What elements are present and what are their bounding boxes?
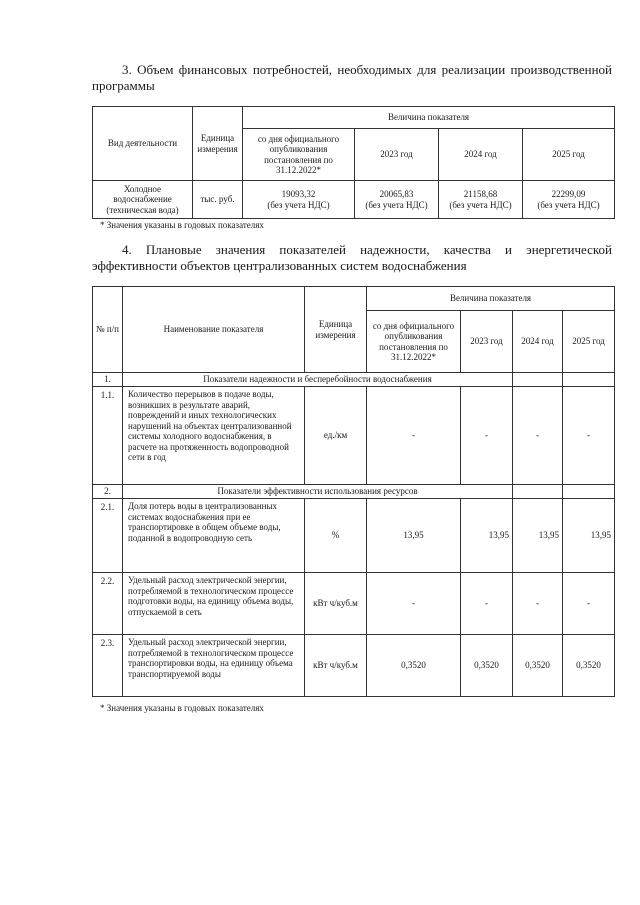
- t2-header-since: со дня официального опубликования постановления по 31.12.2022*: [367, 311, 461, 373]
- table-row: [93, 499, 615, 573]
- section4-heading-line1: 4. Плановые значения показателей надежности, качества и энергетической: [122, 242, 612, 257]
- t2-group1-empty-2: [563, 373, 615, 387]
- t2-row22-v4: -: [563, 573, 615, 635]
- section3-footnote: * Значения указаны в годовых показателях: [100, 220, 264, 230]
- section4-heading-line2: эффективности объектов централизованных систем водоснабжения: [92, 258, 467, 273]
- t1-2024-note: (без учета НДС): [449, 199, 512, 210]
- t2-row23-v3: 0,3520: [513, 635, 563, 697]
- t2-row23-name: Удельный расход электрической энергии, потребляемой в технологическом процессе транспортировки воды, на единицу объема транспортируемой воды: [123, 635, 305, 697]
- section4-heading: [92, 242, 612, 274]
- t2-row11-num: 1.1.: [93, 387, 123, 485]
- t2-row11-v3: -: [513, 387, 563, 485]
- table-row: [93, 387, 615, 485]
- t2-row23-v4: 0,3520: [563, 635, 615, 697]
- t2-row22-num: 2.2.: [93, 573, 123, 635]
- t1-since-note: (без учета НДС): [267, 199, 330, 210]
- t2-header-2023: 2023 год: [461, 311, 513, 373]
- t2-row11-v2: -: [461, 387, 513, 485]
- table-row: [93, 485, 615, 499]
- t2-header-unit: Единица измерения: [305, 287, 367, 373]
- t2-header-num: № п/п: [93, 287, 123, 373]
- t2-row23-num: 2.3.: [93, 635, 123, 697]
- t1-row-unit: тыс. руб.: [193, 181, 243, 219]
- t1-row-since: [243, 181, 355, 219]
- t2-row11-v1: -: [367, 387, 461, 485]
- section3-heading-line1: 3. Объем финансовых потребностей, необходимых для реализации производственной: [122, 62, 612, 77]
- t1-row-2024: [439, 181, 523, 219]
- t2-group2-num: 2.: [93, 485, 123, 499]
- section4-footnote: * Значения указаны в годовых показателях: [100, 703, 264, 713]
- t2-row11-unit: ед./км: [305, 387, 367, 485]
- table-row: [93, 573, 615, 635]
- t1-header-unit: Единица измерения: [193, 107, 243, 181]
- t1-header-value: Величина показателя: [243, 107, 615, 129]
- t1-2025-value: 22299,09: [551, 189, 586, 199]
- t1-header-2023: 2023 год: [355, 129, 439, 181]
- t1-header-since: со дня официального опубликования постановления по 31.12.2022*: [243, 129, 355, 181]
- t2-row21-name: Доля потерь воды в централизованных системах водоснабжения при ее транспортировке в общем объеме воды, поданной в водопроводную сеть: [123, 499, 305, 573]
- t2-group1-num: 1.: [93, 373, 123, 387]
- t2-row23-v2: 0,3520: [461, 635, 513, 697]
- reliability-indicators-table: [92, 286, 615, 697]
- table-row: [93, 635, 615, 697]
- t2-header-2025: 2025 год: [563, 311, 615, 373]
- financial-needs-table: [92, 106, 615, 219]
- t2-group1-title: Показатели надежности и бесперебойности водоснабжения: [123, 373, 513, 387]
- t1-row-activity: Холодное водоснабжение (техническая вода): [93, 181, 193, 219]
- t2-row23-unit: кВт ч/куб.м: [305, 635, 367, 697]
- t1-header-2024: 2024 год: [439, 129, 523, 181]
- t2-row11-v4: -: [563, 387, 615, 485]
- t1-2024-value: 21158,68: [463, 189, 498, 199]
- t2-row21-v2: 13,95: [461, 499, 513, 573]
- t2-group2-empty-2: [563, 485, 615, 499]
- t2-header-value: Величина показателя: [367, 287, 615, 311]
- t2-row21-num: 2.1.: [93, 499, 123, 573]
- table-row: [93, 181, 615, 219]
- t2-row23-v1: 0,3520: [367, 635, 461, 697]
- t1-header-activity: Вид деятельности: [93, 107, 193, 181]
- t1-row-2023: [355, 181, 439, 219]
- t2-row22-unit: кВт ч/куб.м: [305, 573, 367, 635]
- t2-row21-v4: 13,95: [563, 499, 615, 573]
- t2-header-name: Наименование показателя: [123, 287, 305, 373]
- t1-header-2025: 2025 год: [523, 129, 615, 181]
- t2-row11-name: Количество перерывов в подаче воды, возникших в результате аварий, повреждений и иных технологических нарушений на объектах централизованной системы холодного водоснабжения, в расчете на протяженность водопроводной сети в год: [123, 387, 305, 485]
- t2-row21-v1: 13,95: [367, 499, 461, 573]
- t2-row22-v3: -: [513, 573, 563, 635]
- t2-group2-empty-1: [513, 485, 563, 499]
- t2-row22-v2: -: [461, 573, 513, 635]
- section3-heading: [92, 62, 612, 94]
- table-row: [93, 373, 615, 387]
- t2-row21-unit: %: [305, 499, 367, 573]
- t2-group1-empty-1: [513, 373, 563, 387]
- t2-row22-name: Удельный расход электрической энергии, потребляемой в технологическом процессе подготовки воды, на единицу объема воды, отпускаемой в сеть: [123, 573, 305, 635]
- t2-header-2024: 2024 год: [513, 311, 563, 373]
- t2-group2-title: Показатели эффективности использования ресурсов: [123, 485, 513, 499]
- section3-heading-line2: программы: [92, 78, 155, 93]
- t1-2023-value: 20065,83: [379, 189, 414, 199]
- t1-2023-note: (без учета НДС): [365, 199, 428, 210]
- t2-row22-v1: -: [367, 573, 461, 635]
- t2-row21-v3: 13,95: [513, 499, 563, 573]
- t1-2025-note: (без учета НДС): [537, 199, 600, 210]
- t1-since-value: 19093,32: [281, 189, 316, 199]
- t1-row-2025: [523, 181, 615, 219]
